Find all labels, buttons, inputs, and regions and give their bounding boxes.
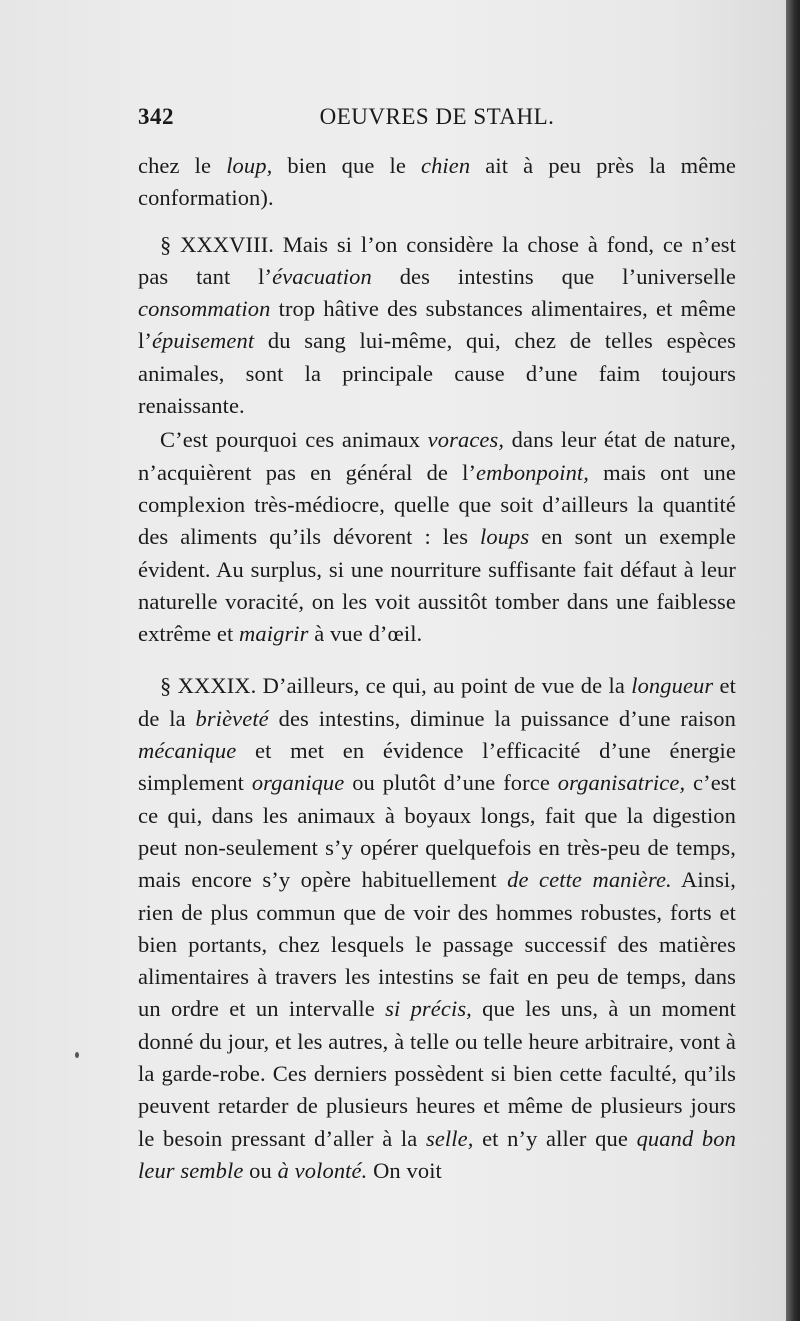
text-run: § XXXIX. D’ailleurs, ce qui, au point de vue de la: [160, 673, 632, 699]
text-run: que les uns, à un moment donné du jour, et les autres, à telle ou telle heure arbitraire, vont à la garde-robe. Ces derniers possèdent si bien cette faculté, qu’ils peuvent retarder de plusieurs heures et même de plusieurs jours le besoin pressant d’aller à la: [138, 996, 736, 1151]
italic-text: chien: [421, 153, 471, 178]
text-run: et de la: [138, 673, 736, 731]
italic-text: de cette manière.: [507, 867, 672, 893]
italic-text: mécanique: [138, 738, 237, 764]
text-run: mais ont une complexion très-médiocre, quelle que soit d’ailleurs la quantité des aliments qu’ils dévorent : les: [138, 459, 736, 550]
paragraph-continuation: [138, 150, 736, 215]
text-run: Ainsi, rien de plus commun que de voir des hommes robustes, forts et bien portants, chez lesquels le passage successif des matières alimentaires à travers les intestins se fait en peu de temps, dans un ordre et un intervalle: [138, 867, 737, 1022]
page-number: 342: [138, 104, 174, 129]
italic-text: voraces,: [427, 427, 505, 453]
italic-text: évacuation: [272, 263, 372, 289]
italic-text: consommation: [138, 296, 271, 322]
italic-text: longueur: [631, 673, 714, 699]
italic-text: organique: [251, 770, 345, 796]
italic-text: loup,: [226, 153, 273, 178]
text-run: à vue d’œil.: [308, 621, 423, 647]
text-run: bien que le: [272, 153, 421, 178]
ink-speck: [75, 1052, 79, 1058]
text-run: des intestins que l’universelle: [371, 263, 737, 289]
text-run: § XXXVIII. Mais si l’on considère la chose à fond, ce n’est pas tant l’: [138, 231, 736, 289]
text-run: ou: [243, 1157, 278, 1183]
body-text: [138, 150, 736, 1187]
text-run: dans leur état de nature, n’acquièrent pas en général de l’: [138, 427, 736, 485]
italic-text: loups: [480, 524, 530, 550]
italic-text: selle,: [425, 1125, 474, 1151]
text-run: c’est ce qui, dans les animaux à boyaux longs, fait que la digestion peut non-seulement s’y opérer quelquefois en très-peu de temps, mais encore s’y opère habituellement: [138, 770, 736, 893]
italic-text: épuisement: [151, 328, 255, 354]
text-run: et n’y aller que: [473, 1125, 637, 1151]
text-run: chez le: [138, 153, 227, 178]
italic-text: si précis,: [385, 996, 472, 1022]
text-run: trop hâtive des substances alimentaires, et même l’: [138, 296, 736, 354]
italic-text: quand bon leur semble: [138, 1125, 736, 1183]
paragraph-section-38: [138, 229, 736, 423]
text-run: et met en évidence l’efficacité d’une énergie simplement: [138, 738, 736, 796]
text-run: en sont un exemple évident. Au surplus, si une nourriture suffisante fait défaut à leur naturelle voracité, on les voit aussitôt tomber dans une faiblesse extrême et: [138, 524, 736, 647]
running-title: OEUVRES DE STAHL.: [319, 104, 555, 129]
paragraph-section-39: [138, 670, 736, 1187]
italic-text: maigrir: [239, 621, 309, 647]
text-run: On voit: [367, 1157, 442, 1183]
text-run: C’est pourquoi ces animaux: [160, 427, 428, 453]
italic-text: brièveté: [195, 705, 269, 731]
page-edge-shadow: [786, 0, 800, 1321]
text-run: du sang lui-même, qui, chez de telles espèces animales, sont la principale cause d’une faim toujours renaissante.: [138, 328, 736, 419]
paragraph-voraces: [138, 424, 736, 650]
text-run: ou plutôt d’une force: [344, 770, 558, 796]
italic-text: embonpoint,: [476, 459, 590, 485]
text-run: ait à peu près la même conformation).: [138, 153, 737, 211]
text-run: des intestins, diminue la puissance d’une raison: [268, 705, 736, 731]
italic-text: à volonté.: [277, 1157, 368, 1183]
italic-text: organisatrice,: [557, 770, 686, 796]
page-header: [138, 104, 736, 140]
